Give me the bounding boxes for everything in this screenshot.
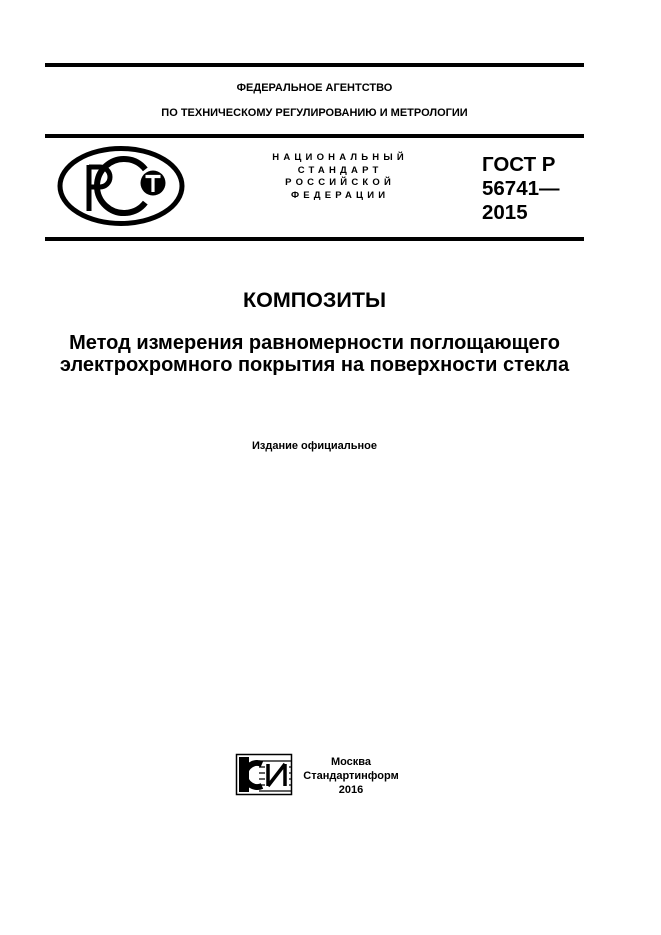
designation-prefix: ГОСТ Р: [482, 153, 556, 176]
designation-number: 56741—: [482, 177, 560, 200]
publisher-name: Стандартинформ: [303, 770, 399, 782]
subtitle-line-1: Метод измерения равномерности поглощающего: [69, 332, 560, 354]
agency-name-line-1: ФЕДЕРАЛЬНОЕ АГЕНТСТВО: [236, 82, 393, 94]
standard-designation: [482, 153, 560, 225]
header-rule-top: [45, 63, 584, 67]
publisher-city: Москва: [330, 756, 372, 768]
subtitle-line-2: электрохромного покрытия на поверхности стекла: [59, 354, 570, 376]
agency-name-line-2: ПО ТЕХНИЧЕСКОМУ РЕГУЛИРОВАНИЮ И МЕТРОЛОГИИ: [161, 107, 468, 119]
publisher-imprint: [281, 755, 421, 797]
standard-type-line-3: РОССИЙСКОЙ: [285, 177, 396, 189]
standard-type-label: [258, 152, 418, 203]
publication-year: 2016: [338, 784, 364, 796]
header-rule-middle: [45, 134, 584, 138]
header-rule-bottom: [45, 237, 584, 241]
edition-note: Издание официальное: [251, 440, 378, 452]
designation-year: 2015: [482, 201, 528, 224]
standard-type-line-1: НАЦИОНАЛЬНЫЙ: [272, 152, 408, 163]
document-subtitle: [45, 332, 584, 376]
standard-type-line-4: ФЕДЕРАЦИИ: [290, 190, 390, 202]
rst-conformity-mark-icon: [56, 145, 186, 229]
agency-name: [45, 76, 584, 126]
standard-type-line-2: СТАНДАРТ: [297, 164, 383, 176]
document-title: КОМПОЗИТЫ: [242, 288, 387, 312]
